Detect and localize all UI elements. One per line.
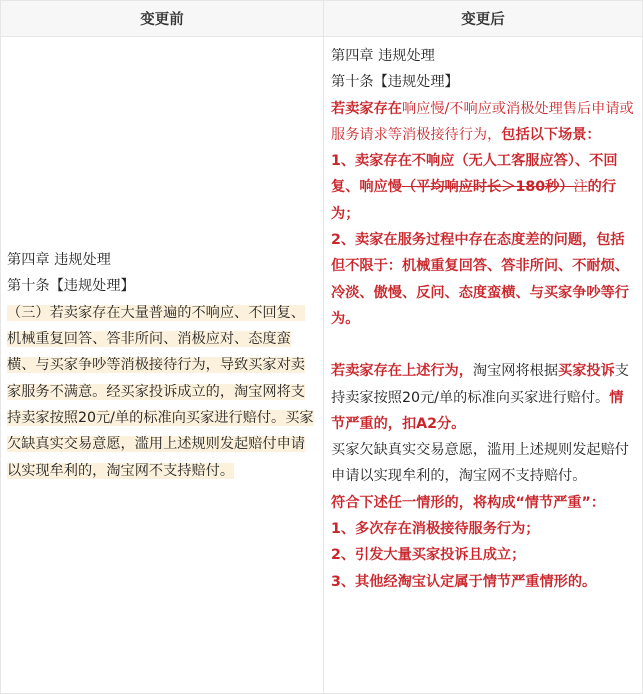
after-intro <box>331 96 636 149</box>
severe-item-2: 2、引发大量买家投诉且成立； <box>331 547 526 564</box>
after-scenario-1 <box>331 148 636 227</box>
after-intro-body: 响应慢/不响应或消极处理售后申请或服务请求等消极接待行为， <box>331 100 634 143</box>
after-intro-lead: 若卖家存在 <box>331 100 402 117</box>
after-severe-definition: 符合下述任一情形的，将构成“情节严重”： <box>331 494 606 511</box>
after-article: 第十条【违规处理】 <box>331 74 459 91</box>
before-column <box>1 37 324 694</box>
after-column-header: 变更后 <box>461 12 505 28</box>
severe-item-1: 1、多次存在消极接待服务行为； <box>331 521 540 538</box>
before-content <box>7 247 315 484</box>
after-intro-tail: 包括以下场景： <box>501 126 601 143</box>
scenario-1-note: 注 <box>573 179 588 196</box>
after-column <box>324 37 642 694</box>
severe-item-3: 3、其他经淘宝认定属于情节严重情形的。 <box>331 573 597 590</box>
after-scenario-2: 2、卖家在服务过程中存在态度差的问题，包括但不限于：机械重复回答、答非所问、不耐烦、冷淡、傲慢、反问、态度蛮横、与买家争吵等行为。 <box>331 232 629 327</box>
compensation-platform: 淘宝网将根据 <box>472 363 559 380</box>
scenario-1-end: 的行为； <box>331 179 617 222</box>
before-clause-text: （三）若卖家存在大量普遍的不响应、不回复、机械重复回答、答非所问、消极应对、态度蛮横、与买家争吵等消极接待行为，导致买家对卖家服务不满意。经买家投诉成立的，淘宝网将支持卖家按照20元/单的标准向买家进行赔付。买家欠缺真实交易意愿，滥用上述规则发起赔付申请以实现牟利的，淘宝网不支持赔付。 <box>7 304 314 479</box>
before-chapter: 第四章 违规处理 <box>7 252 111 269</box>
compensation-lead: 若卖家存在上述行为， <box>331 363 473 380</box>
before-column-header: 变更前 <box>1 1 324 36</box>
after-compensation <box>331 358 636 437</box>
table-header <box>1 0 642 37</box>
before-clause <box>7 300 315 484</box>
scenario-1-text: 1、卖家存在不响应（无人工客服应答）、不回复、响应慢 <box>331 153 618 196</box>
compensation-standard: 支持卖家按照20元/单的标准向买家进行赔付。 <box>331 363 629 406</box>
after-chapter: 第四章 违规处理 <box>331 48 435 64</box>
paragraph-gap <box>331 332 636 358</box>
before-article: 第十条【违规处理】 <box>7 278 135 295</box>
scenario-1-struck: （平均响应时长＞180秒） <box>401 179 574 196</box>
after-abuse-clause: 买家欠缺真实交易意愿，滥用上述规则发起赔付申请以实现牟利的，淘宝网不支持赔付。 <box>331 442 629 485</box>
compensation-penalty: 情节严重的，扣A2分。 <box>331 389 624 432</box>
compensation-complaint: 买家投诉 <box>558 363 615 380</box>
table-body <box>1 37 642 694</box>
